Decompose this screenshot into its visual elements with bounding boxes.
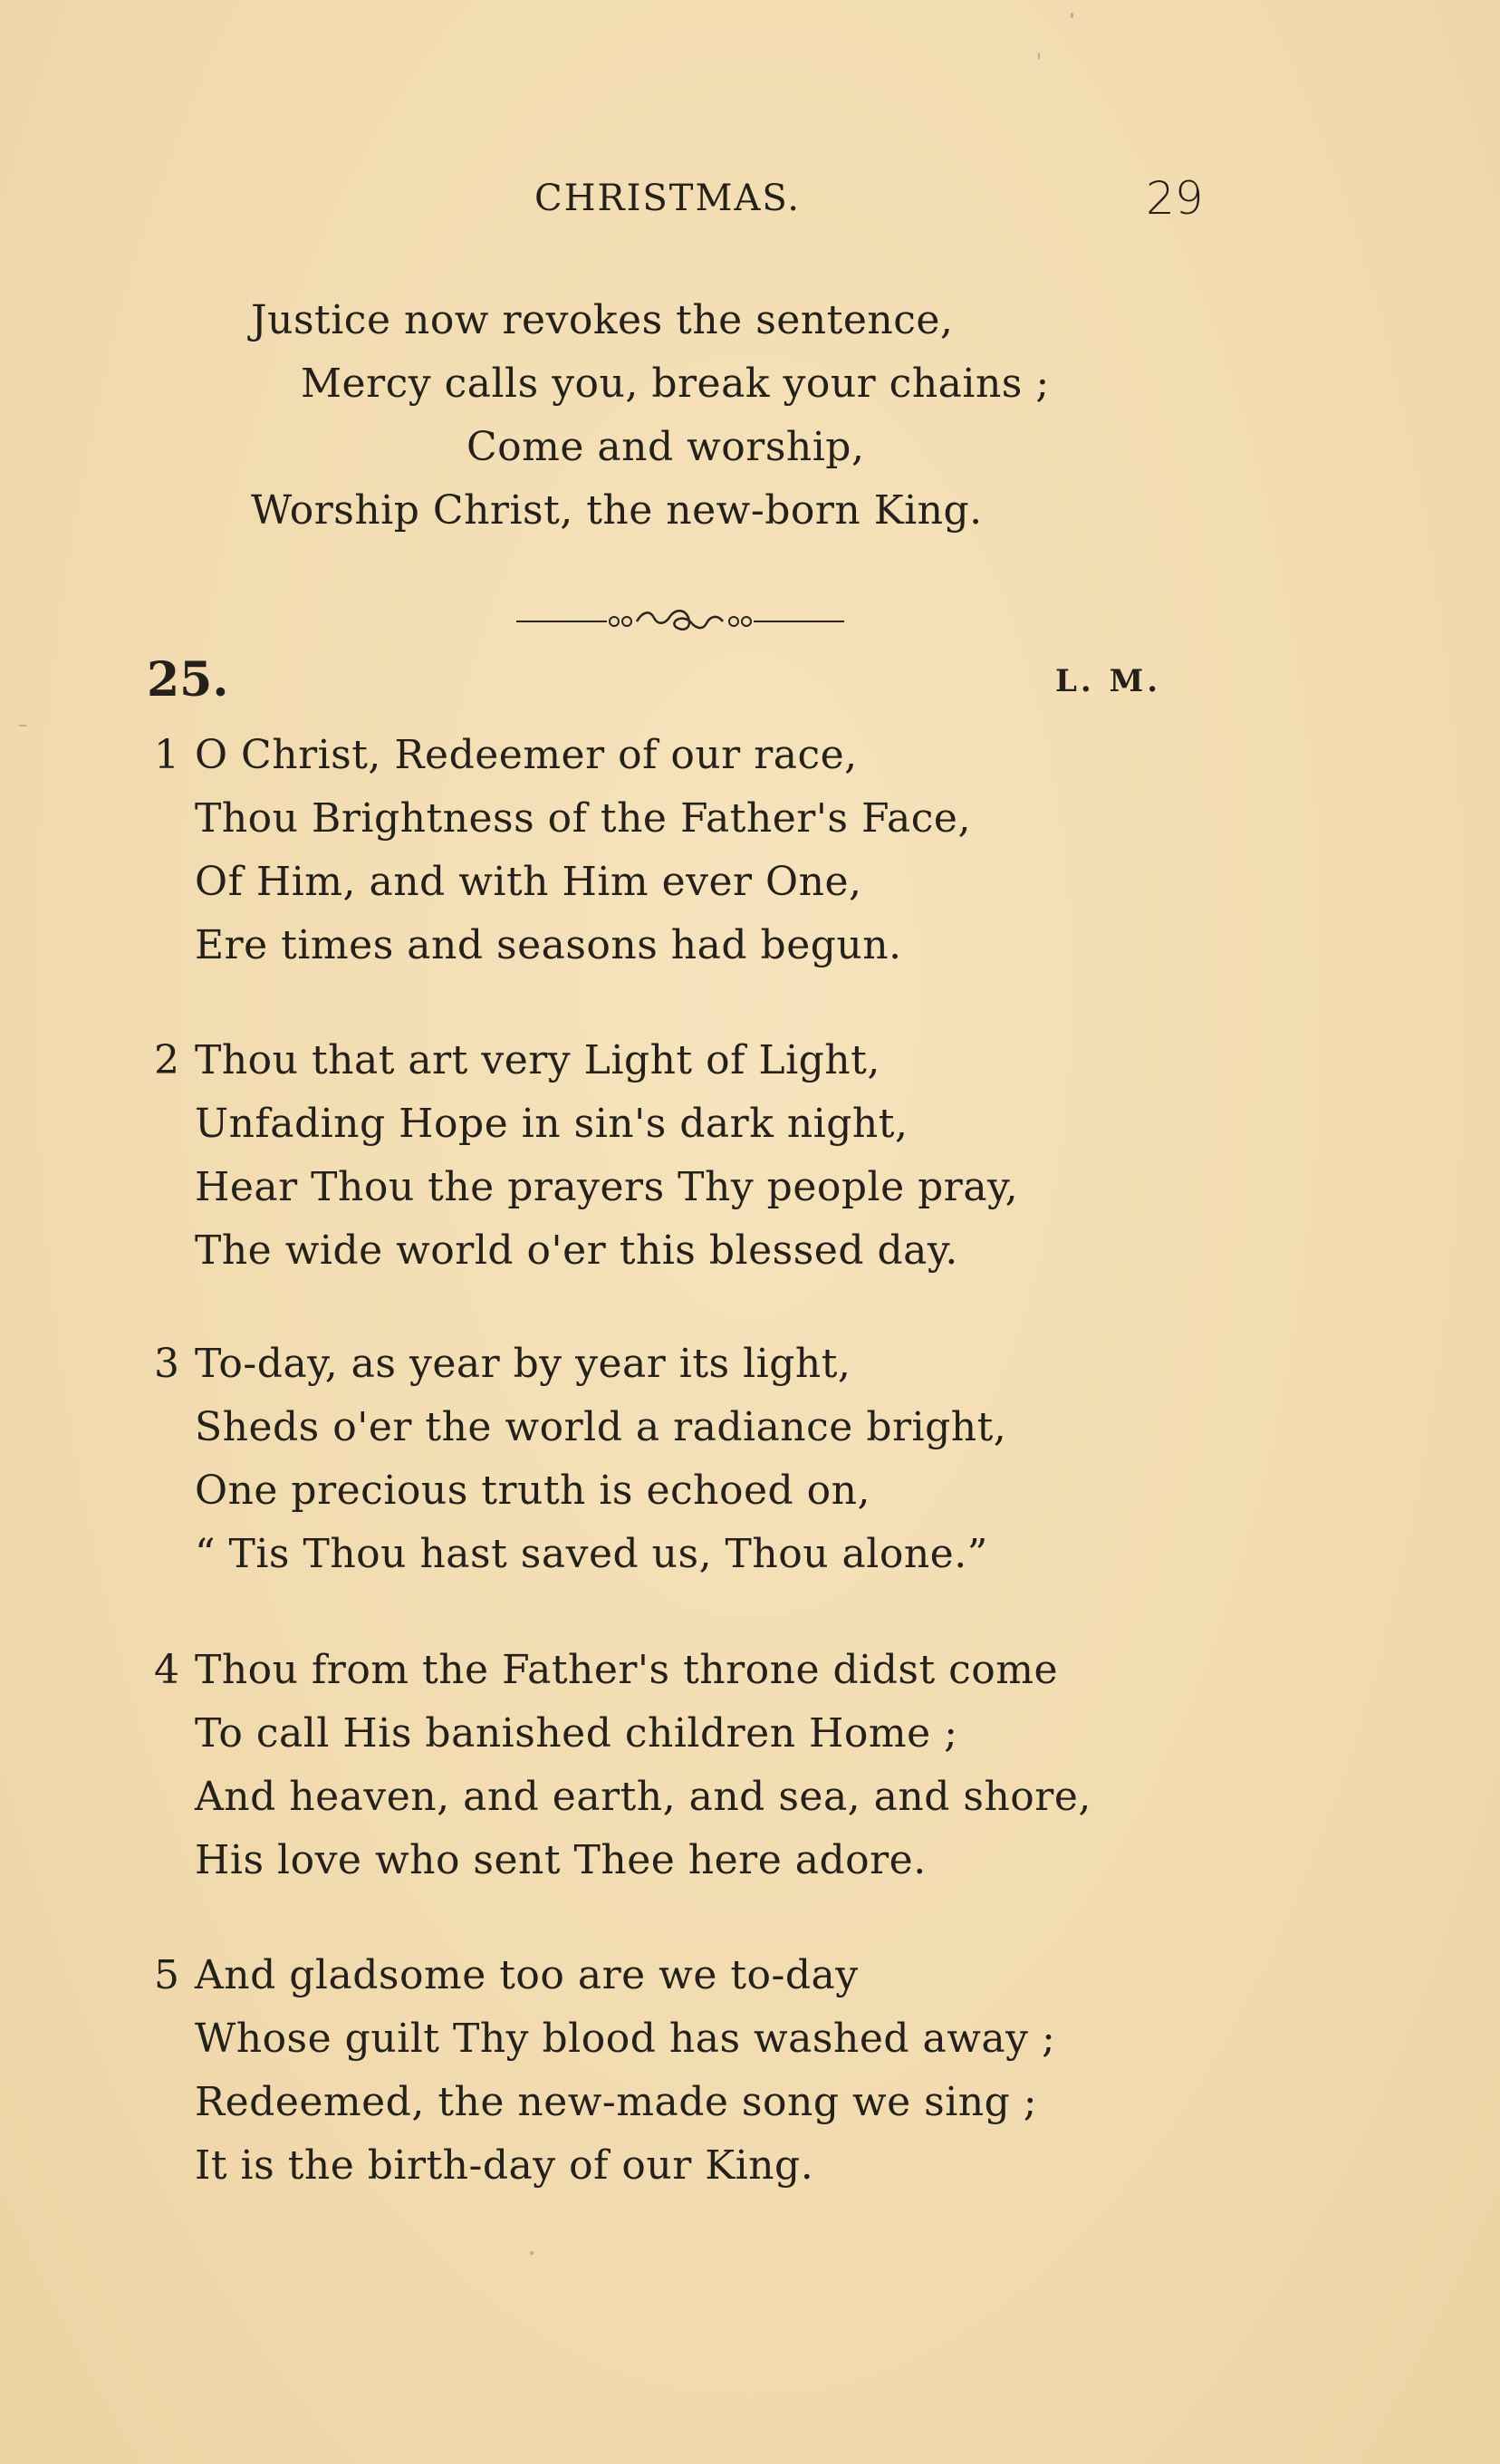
stanza-line: One precious truth is echoed on, bbox=[195, 1468, 870, 1514]
ornament-divider bbox=[516, 605, 844, 638]
stanza-line: It is the birth-day of our King. bbox=[195, 2142, 814, 2189]
hymn-meter: L. M. bbox=[1055, 663, 1162, 699]
stanza-line: Redeemed, the new-made song we sing ; bbox=[195, 2079, 1038, 2125]
paper-speck bbox=[1038, 53, 1040, 60]
paper-speck bbox=[18, 725, 27, 727]
prev-verse-line: Come and worship, bbox=[466, 424, 865, 470]
stanza-line: Thou that art very Light of Light, bbox=[195, 1037, 880, 1083]
running-head: CHRISTMAS. bbox=[534, 178, 802, 219]
stanza-line: The wide world o'er this blessed day. bbox=[195, 1227, 958, 1274]
stanza-line: Of Him, and with Him ever One, bbox=[195, 859, 862, 905]
stanza-line: To-day, as year by year its light, bbox=[195, 1341, 851, 1387]
prev-verse-line: Worship Christ, the new-born King. bbox=[251, 487, 983, 534]
stanza-line: Sheds o'er the world a radiance bright, bbox=[195, 1404, 1007, 1450]
prev-verse-line: Justice now revokes the sentence, bbox=[251, 297, 954, 343]
stanza-line: Unfading Hope in sin's dark night, bbox=[195, 1101, 909, 1147]
paper-speck bbox=[1071, 13, 1073, 18]
stanza-line: And heaven, and earth, and sea, and shore, bbox=[195, 1774, 1091, 1820]
prev-verse-line: Mercy calls you, break your chains ; bbox=[301, 361, 1050, 407]
stanza-line: And gladsome too are we to-day bbox=[195, 1952, 859, 1998]
stanza-number: 5 bbox=[154, 1952, 180, 1998]
stanza-number: 1 bbox=[154, 732, 180, 778]
stanza-line: “ Tis Thou hast saved us, Thou alone.” bbox=[195, 1531, 988, 1577]
stanza-line: His love who sent Thee here adore. bbox=[195, 1837, 927, 1883]
stanza-number: 2 bbox=[154, 1037, 180, 1083]
page-number: 29 bbox=[1146, 172, 1204, 225]
hymn-number: 25. bbox=[147, 652, 229, 707]
stanza-line: Ere times and seasons had begun. bbox=[195, 922, 902, 968]
paper-speck bbox=[530, 2251, 534, 2255]
stanza-line: O Christ, Redeemer of our race, bbox=[195, 732, 858, 778]
stanza-line: Whose guilt Thy blood has washed away ; bbox=[195, 2016, 1056, 2062]
stanza-line: Thou from the Father's throne didst come bbox=[195, 1647, 1059, 1693]
stanza-number: 4 bbox=[154, 1647, 180, 1693]
stanza-number: 3 bbox=[154, 1341, 180, 1387]
stanza-line: Thou Brightness of the Father's Face, bbox=[195, 795, 971, 842]
stanza-line: Hear Thou the prayers Thy people pray, bbox=[195, 1164, 1019, 1210]
stanza-line: To call His banished children Home ; bbox=[195, 1710, 958, 1757]
